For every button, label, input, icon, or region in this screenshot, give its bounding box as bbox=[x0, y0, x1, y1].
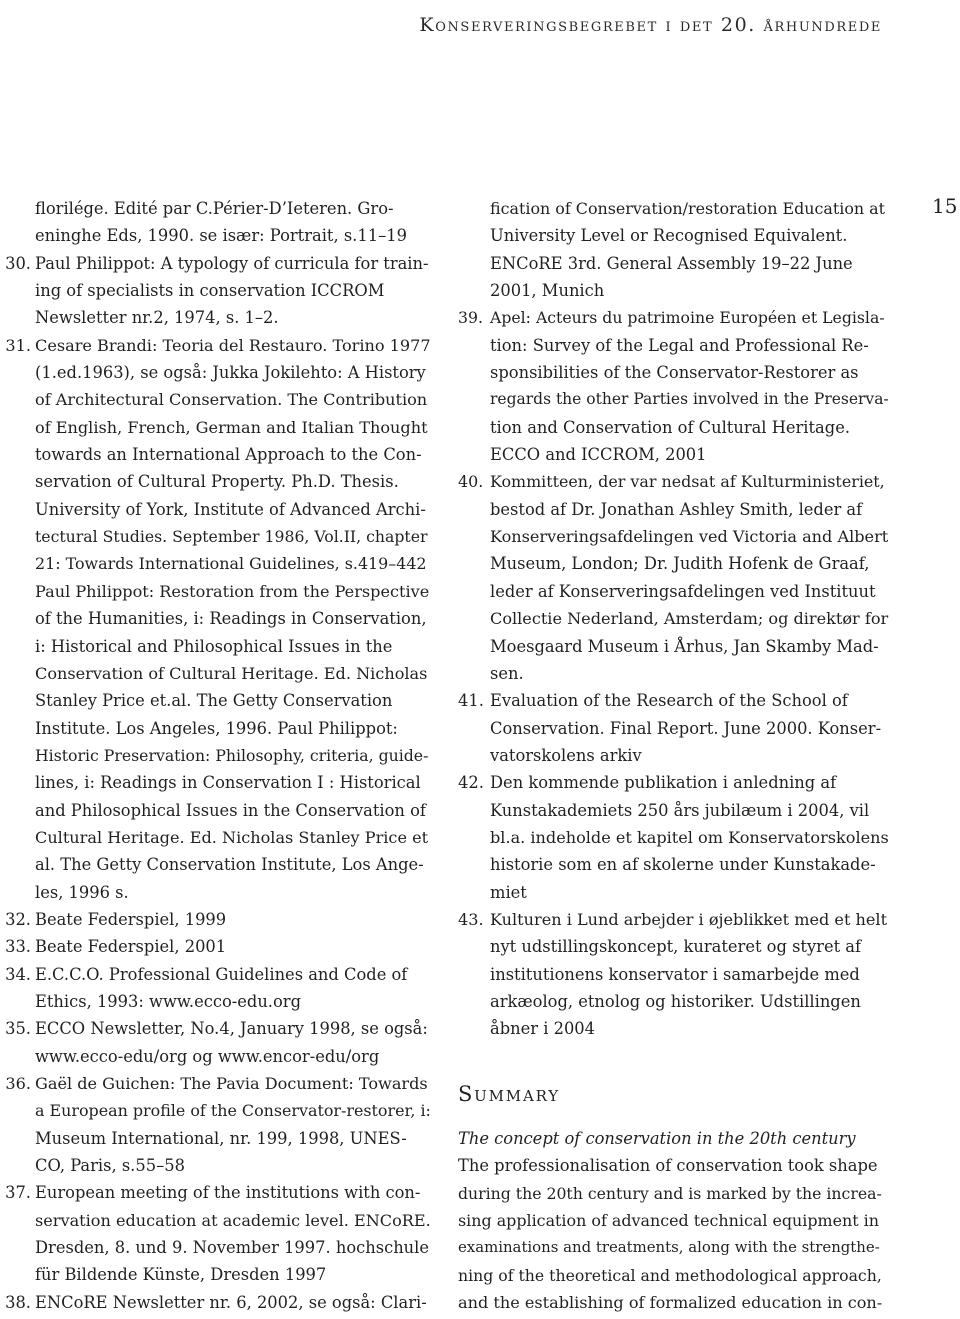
note-line bbox=[458, 578, 888, 605]
note-text: sponsibilities of the Conservator-Restorer as bbox=[490, 363, 859, 383]
note-number: 37. bbox=[5, 1183, 31, 1203]
note-text: lines, i: Readings in Conservation I : Historical bbox=[35, 773, 421, 793]
note-number bbox=[458, 254, 462, 273]
note-text: leder af Konserveringsafdelingen ved Instituut bbox=[490, 581, 876, 601]
note-text: Conservation. Final Report. June 2000. Konser- bbox=[490, 718, 882, 738]
note-line bbox=[0, 1097, 430, 1124]
note-number bbox=[458, 883, 462, 902]
note-text: åbner i 2004 bbox=[490, 1019, 596, 1039]
note-text: historie som en af skolerne under Kunstakade- bbox=[490, 855, 876, 875]
note-line bbox=[0, 824, 430, 851]
note-line bbox=[0, 906, 430, 933]
note-line bbox=[0, 468, 430, 495]
note-line bbox=[458, 359, 888, 386]
note-line bbox=[0, 1015, 430, 1042]
note-number bbox=[458, 281, 462, 300]
note-text: European meeting of the institutions with con- bbox=[35, 1183, 421, 1203]
note-line bbox=[0, 715, 430, 742]
note-text: of the Humanities, i: Readings in Conservation, bbox=[35, 609, 427, 629]
note-text: Cesare Brandi: Teoria del Restauro. Torino 1977 bbox=[35, 335, 431, 355]
note-line bbox=[0, 386, 430, 413]
note-line bbox=[458, 687, 888, 714]
note-line bbox=[0, 687, 430, 714]
note-line bbox=[458, 824, 888, 851]
note-text: ing of specialists in conservation ICCROM bbox=[35, 281, 385, 301]
summary-text bbox=[458, 1152, 882, 1316]
note-number bbox=[458, 226, 462, 245]
note-text: eninghe Eds, 1990. se især: Portrait, s.11–19 bbox=[35, 226, 407, 246]
note-number bbox=[458, 855, 462, 874]
note-text: Kommitteen, der var nedsat af Kulturministeriet, bbox=[490, 472, 885, 492]
note-text: Museum, London; Dr. Judith Hofenk de Graaf, bbox=[490, 554, 870, 574]
note-line bbox=[0, 1234, 430, 1261]
note-line bbox=[0, 496, 430, 523]
note-line bbox=[458, 550, 888, 577]
note-line bbox=[458, 715, 888, 742]
notes-column-right bbox=[458, 195, 888, 1043]
note-number bbox=[458, 965, 462, 984]
note-text: bestod af Dr. Jonathan Ashley Smith, leder af bbox=[490, 499, 863, 519]
note-number: 36. bbox=[5, 1074, 31, 1093]
note-number bbox=[458, 418, 462, 437]
note-text: Apel: Acteurs du patrimoine Européen et Legisla- bbox=[490, 308, 885, 328]
note-text: Historic Preservation: Philosophy, criteria, guide- bbox=[35, 745, 429, 765]
note-text: University of York, Institute of Advanced Archi- bbox=[35, 499, 426, 519]
note-line bbox=[458, 332, 888, 359]
note-line bbox=[458, 742, 888, 769]
note-line bbox=[0, 222, 430, 249]
note-number bbox=[458, 336, 462, 355]
note-text: 2001, Munich bbox=[490, 281, 605, 301]
note-line bbox=[0, 359, 430, 386]
note-line bbox=[0, 933, 430, 960]
note-text: Conservation of Cultural Heritage. Ed. Nicholas bbox=[35, 663, 428, 683]
note-line bbox=[458, 633, 888, 660]
note-number bbox=[458, 609, 462, 628]
note-text: les, 1996 s. bbox=[35, 882, 129, 902]
note-text: miet bbox=[490, 882, 527, 902]
note-line bbox=[458, 523, 888, 550]
note-line bbox=[458, 879, 888, 906]
note-text: tion and Conservation of Cultural Heritage. bbox=[490, 417, 851, 437]
note-text: ENCoRE Newsletter nr. 6, 2002, se også: Clari- bbox=[35, 1292, 427, 1312]
note-text: (1.ed.1963), se også: Jukka Jokilehto: A History bbox=[35, 363, 426, 383]
note-text: arkæolog, etnolog og historiker. Udstillingen bbox=[490, 991, 861, 1011]
note-number bbox=[458, 828, 462, 847]
note-number: 38. bbox=[5, 1292, 31, 1312]
note-text: florilége. Edité par C.Périer-D’Ieteren. Gro- bbox=[35, 199, 394, 218]
summary-heading: Summary bbox=[458, 1082, 560, 1106]
summary-line: during the 20th century and is marked by the increa- bbox=[458, 1183, 882, 1203]
note-text: Kunstakademiets 250 års jubilæum i 2004, vil bbox=[490, 800, 870, 820]
note-number: 41. bbox=[458, 691, 484, 711]
note-line bbox=[0, 769, 430, 796]
note-number: 30. bbox=[5, 253, 31, 273]
note-line bbox=[458, 933, 888, 960]
note-text: Gaël de Guichen: The Pavia Document: Towards bbox=[35, 1074, 428, 1093]
note-line bbox=[458, 769, 888, 796]
note-number bbox=[458, 801, 462, 820]
note-line bbox=[0, 250, 430, 277]
note-text: Paul Philippot: Restoration from the Perspective bbox=[35, 581, 430, 601]
note-text: Evaluation of the Research of the School of bbox=[490, 691, 848, 711]
note-text: i: Historical and Philosophical Issues in the bbox=[35, 636, 393, 656]
note-text: and Philosophical Issues in the Conservation of bbox=[35, 800, 426, 820]
note-line bbox=[0, 195, 430, 222]
note-number bbox=[458, 445, 462, 464]
note-text: ENCoRE 3rd. General Assembly 19–22 June bbox=[490, 253, 853, 273]
note-text: of Architectural Conservation. The Contribution bbox=[35, 390, 428, 410]
note-line bbox=[0, 1070, 430, 1097]
note-text: Kulturen i Lund arbejder i øjeblikket med et helt bbox=[490, 909, 888, 929]
note-line bbox=[458, 906, 888, 933]
note-line bbox=[0, 550, 430, 577]
note-text: www.ecco-edu/org og www.encor-edu/org bbox=[35, 1046, 380, 1066]
note-text: Museum International, nr. 199, 1998, UNES- bbox=[35, 1128, 407, 1148]
note-number bbox=[458, 527, 462, 546]
note-number: 35. bbox=[5, 1019, 31, 1039]
note-text: Cultural Heritage. Ed. Nicholas Stanley Price et bbox=[35, 827, 429, 847]
note-text: CO, Paris, s.55–58 bbox=[35, 1156, 185, 1176]
note-text: ECCO Newsletter, No.4, January 1998, se også: bbox=[35, 1019, 428, 1039]
note-text: Beate Federspiel, 2001 bbox=[35, 937, 227, 957]
note-text: nyt udstillingskoncept, kurateret og styret af bbox=[490, 937, 862, 957]
note-number: 33. bbox=[5, 937, 31, 957]
note-text: sen. bbox=[490, 663, 524, 683]
note-line bbox=[0, 1043, 430, 1070]
note-text: Den kommende publikation i anledning af bbox=[490, 773, 837, 793]
note-text: vatorskolens arkiv bbox=[490, 745, 642, 765]
note-line bbox=[458, 468, 888, 495]
note-number: 32. bbox=[5, 909, 31, 929]
note-line bbox=[458, 386, 888, 413]
note-number bbox=[458, 937, 462, 956]
note-text: Paul Philippot: A typology of curricula for train- bbox=[35, 253, 429, 273]
note-text: Beate Federspiel, 1999 bbox=[35, 909, 227, 929]
note-text: towards an International Approach to the Con- bbox=[35, 445, 422, 465]
note-number bbox=[458, 554, 462, 573]
note-text: bl.a. indeholde et kapitel om Konservatorskolens bbox=[490, 827, 889, 847]
note-number: 34. bbox=[5, 964, 31, 984]
note-line bbox=[0, 578, 430, 605]
running-header: Konserveringsbegrebet i det 20. århundrede bbox=[419, 14, 882, 36]
note-text: Konserveringsafdelingen ved Victoria and Albert bbox=[490, 527, 889, 547]
note-line bbox=[458, 441, 888, 468]
notes-column-left bbox=[0, 195, 430, 1316]
note-line bbox=[0, 851, 430, 878]
summary-subtitle: The concept of conservation in the 20th century bbox=[458, 1129, 856, 1148]
note-text: Collectie Nederland, Amsterdam; og direktør for bbox=[490, 609, 889, 629]
note-number bbox=[458, 500, 462, 519]
note-text: a European profile of the Conservator-restorer, i: bbox=[35, 1101, 431, 1121]
note-line bbox=[0, 797, 430, 824]
note-number bbox=[458, 746, 462, 765]
note-line bbox=[458, 797, 888, 824]
note-number: 39. bbox=[458, 308, 483, 328]
note-text: Newsletter nr.2, 1974, s. 1–2. bbox=[35, 308, 279, 328]
note-line bbox=[458, 1015, 888, 1042]
note-line bbox=[0, 523, 430, 550]
note-text: Stanley Price et.al. The Getty Conservation bbox=[35, 691, 393, 711]
summary-line: ning of the theoretical and methodological approach, bbox=[458, 1265, 882, 1285]
note-line bbox=[0, 961, 430, 988]
summary-line: examinations and treatments, along with the strengthe- bbox=[458, 1238, 880, 1257]
note-line bbox=[458, 988, 888, 1015]
note-line bbox=[0, 1152, 430, 1179]
note-line bbox=[458, 605, 888, 632]
note-line bbox=[458, 277, 888, 304]
note-line bbox=[458, 851, 888, 878]
note-text: Institute. Los Angeles, 1996. Paul Philippot: bbox=[35, 718, 398, 738]
note-number bbox=[458, 637, 462, 656]
note-line bbox=[458, 496, 888, 523]
note-number bbox=[458, 664, 462, 683]
note-line bbox=[0, 1207, 430, 1234]
note-text: servation education at academic level. ENCoRE. bbox=[35, 1210, 431, 1230]
note-line bbox=[458, 250, 888, 277]
note-text: ECCO and ICCROM, 2001 bbox=[490, 445, 707, 465]
note-number bbox=[458, 1019, 462, 1038]
note-number bbox=[458, 363, 462, 382]
note-text: Dresden, 8. und 9. November 1997. hochschule bbox=[35, 1238, 430, 1258]
note-number: 40. bbox=[458, 472, 484, 492]
note-text: 21: Towards International Guidelines, s.419–442 bbox=[35, 554, 427, 574]
page-number: 15 bbox=[932, 194, 958, 218]
note-text: regards the other Parties involved in the Preserva- bbox=[490, 390, 889, 409]
note-text: University Level or Recognised Equivalent. bbox=[490, 226, 848, 246]
note-text: al. The Getty Conservation Institute, Los Ange- bbox=[35, 855, 424, 875]
note-line bbox=[458, 414, 888, 441]
note-line bbox=[0, 1289, 430, 1316]
note-line bbox=[0, 633, 430, 660]
note-number: 31. bbox=[5, 335, 31, 355]
note-number bbox=[458, 390, 462, 408]
note-line bbox=[458, 195, 888, 222]
note-line bbox=[0, 742, 430, 769]
note-line bbox=[0, 1179, 430, 1206]
note-line bbox=[0, 441, 430, 468]
note-line bbox=[0, 414, 430, 441]
note-text: tion: Survey of the Legal and Professional Re- bbox=[490, 335, 869, 355]
note-text: institutionens konservator i samarbejde med bbox=[490, 964, 860, 984]
note-number bbox=[458, 582, 462, 601]
note-number bbox=[458, 719, 462, 738]
summary-line: The professionalisation of conservation took shape bbox=[458, 1156, 878, 1176]
summary-body bbox=[458, 1125, 882, 1316]
note-line bbox=[0, 1261, 430, 1288]
note-text: Ethics, 1993: www.ecco-edu.org bbox=[35, 991, 301, 1011]
note-number: 42. bbox=[458, 773, 484, 793]
note-line bbox=[458, 222, 888, 249]
summary-line: sing application of advanced technical equipment in bbox=[458, 1211, 880, 1231]
note-line bbox=[0, 1125, 430, 1152]
note-line bbox=[0, 660, 430, 687]
note-text: servation of Cultural Property. Ph.D. Thesis. bbox=[35, 472, 399, 492]
note-text: Moesgaard Museum i Århus, Jan Skamby Mad- bbox=[490, 636, 879, 656]
note-line bbox=[0, 332, 430, 359]
note-line bbox=[0, 605, 430, 632]
note-number: 43. bbox=[458, 909, 484, 929]
note-number bbox=[458, 992, 462, 1011]
note-text: für Bildende Künste, Dresden 1997 bbox=[35, 1265, 327, 1285]
note-line bbox=[0, 277, 430, 304]
note-line bbox=[0, 879, 430, 906]
note-text: tectural Studies. September 1986, Vol.II, chapter bbox=[35, 527, 428, 547]
note-text: E.C.C.O. Professional Guidelines and Code of bbox=[35, 964, 408, 984]
note-number bbox=[458, 199, 462, 218]
note-text: fication of Conservation/restoration Education at bbox=[490, 199, 886, 218]
summary-line: and the establishing of formalized education in con- bbox=[458, 1293, 883, 1313]
note-text: of English, French, German and Italian Thought bbox=[35, 417, 428, 437]
note-line bbox=[458, 660, 888, 687]
note-line bbox=[0, 988, 430, 1015]
note-line bbox=[458, 961, 888, 988]
note-line bbox=[458, 304, 888, 331]
note-line bbox=[0, 304, 430, 331]
